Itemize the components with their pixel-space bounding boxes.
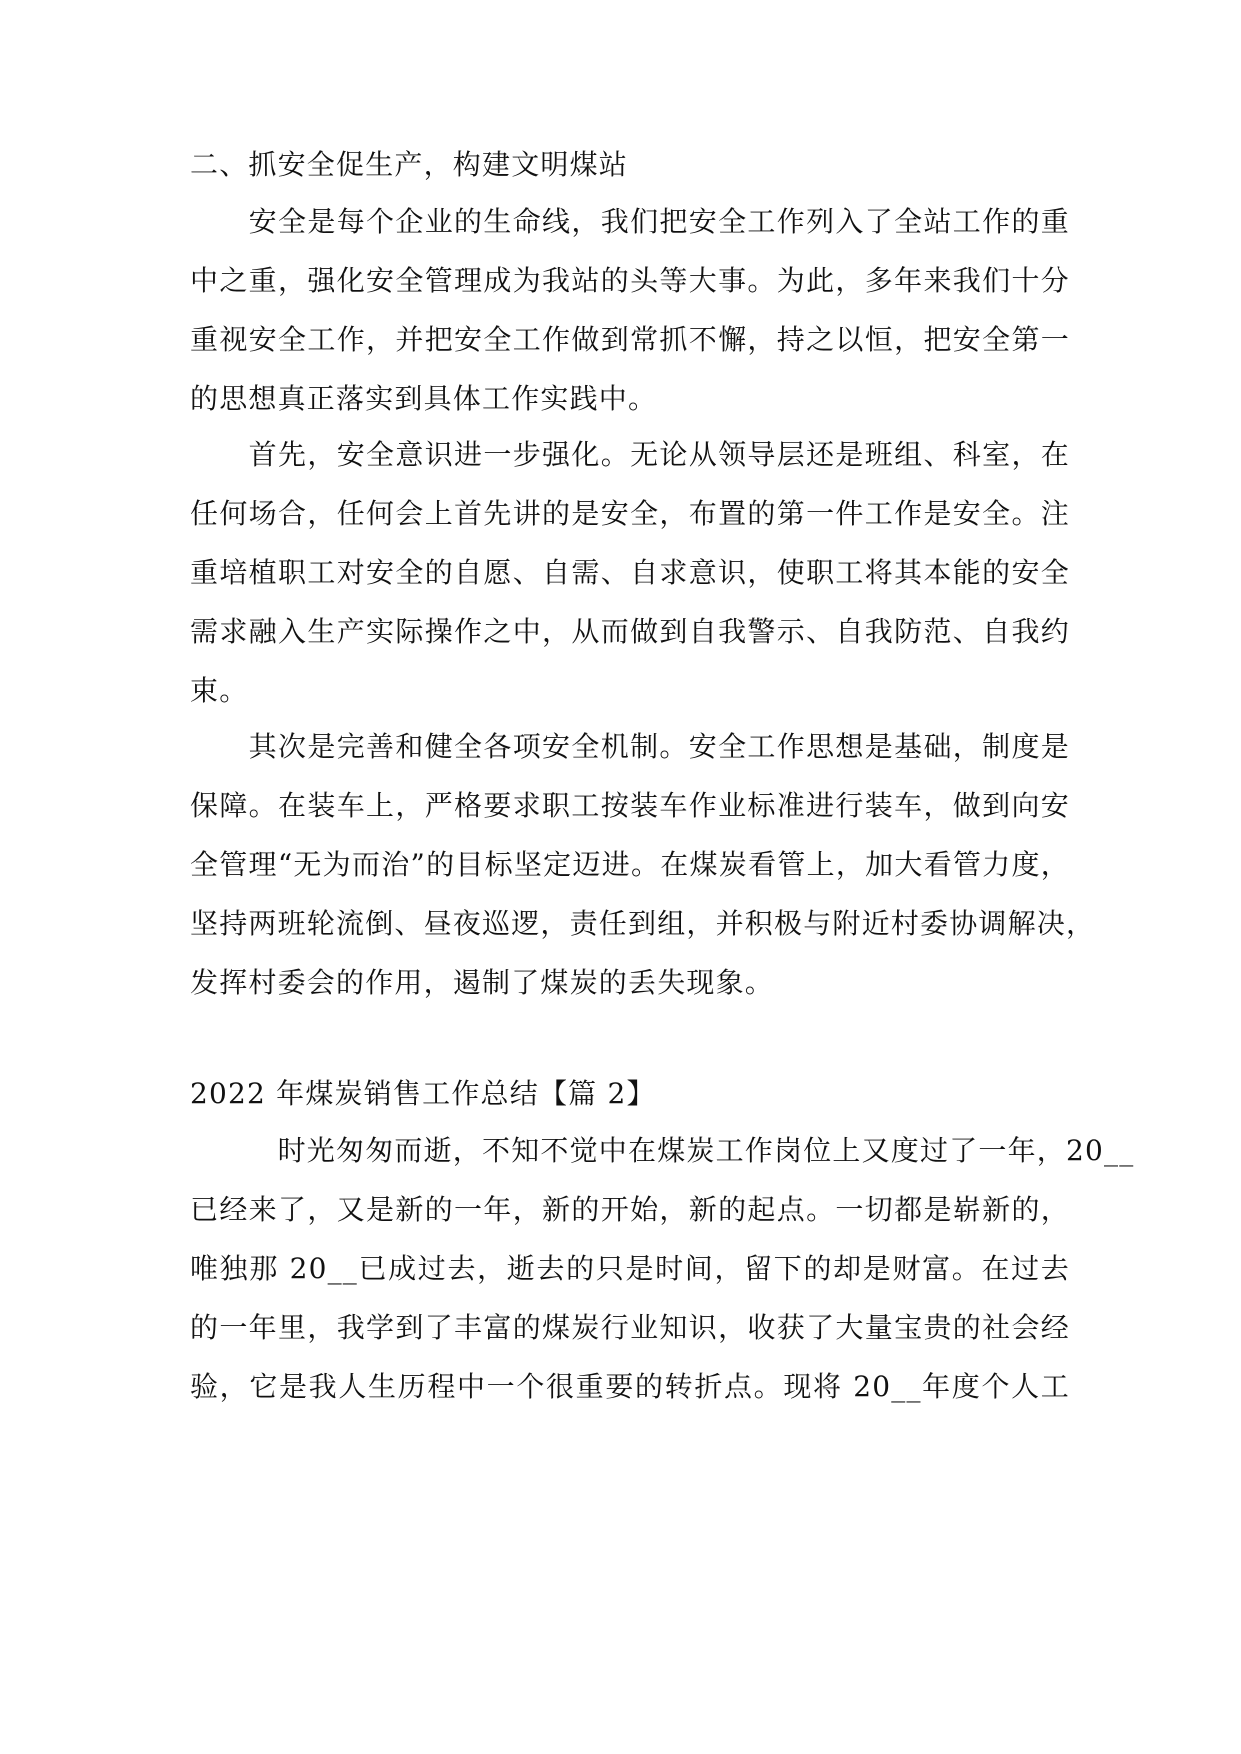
paragraph-line: 需求融入生产实际操作之中，从而做到自我警示、自我防范、自我约 <box>190 615 1070 648</box>
section-heading: 二、抓安全促生产，构建文明煤站 <box>190 148 629 181</box>
paragraph-line: 坚持两班轮流倒、昼夜巡逻，责任到组，并积极与附近村委协调解决， <box>190 907 1096 940</box>
paragraph-line: 重培植职工对安全的自愿、自需、自求意识，使职工将其本能的安全 <box>190 556 1070 589</box>
paragraph-line: 的思想真正落实到具体工作实践中。 <box>190 382 658 415</box>
paragraph-line: 重视安全工作，并把安全工作做到常抓不懈，持之以恒，把安全第一 <box>190 323 1070 356</box>
paragraph-line: 保障。在装车上，严格要求职工按装车作业标准进行装车，做到向安 <box>190 789 1070 822</box>
paragraph-line: 唯独那 20__已成过去，逝去的只是时间，留下的却是财富。在过去 <box>190 1252 1070 1285</box>
paragraph-line: 已经来了，又是新的一年，新的开始，新的起点。一切都是崭新的， <box>190 1193 1070 1226</box>
paragraph-line: 束。 <box>190 674 249 707</box>
paragraph-line: 全管理“无为而治”的目标坚定迈进。在煤炭看管上，加大看管力度， <box>190 848 1070 881</box>
paragraph-line: 中之重，强化安全管理成为我站的头等大事。为此，多年来我们十分 <box>190 264 1070 297</box>
paragraph-line: 安全是每个企业的生命线，我们把安全工作列入了全站工作的重 <box>190 205 1070 238</box>
paragraph-line: 其次是完善和健全各项安全机制。安全工作思想是基础，制度是 <box>190 730 1070 763</box>
section-heading: 2022 年煤炭销售工作总结【篇 2】 <box>190 1077 656 1110</box>
paragraph-line: 首先，安全意识进一步强化。无论从领导层还是班组、科室，在 <box>190 438 1070 471</box>
paragraph-line: 任何场合，任何会上首先讲的是安全，布置的第一件工作是安全。注 <box>190 497 1070 530</box>
paragraph-line: 的一年里，我学到了丰富的煤炭行业知识，收获了大量宝贵的社会经 <box>190 1311 1070 1344</box>
paragraph-line: 验，它是我人生历程中一个很重要的转折点。现将 20__年度个人工 <box>190 1370 1070 1403</box>
paragraph-line: 时光匆匆而逝，不知不觉中在煤炭工作岗位上又度过了一年，20__ <box>190 1134 1135 1167</box>
paragraph-line: 发挥村委会的作用，遏制了煤炭的丢失现象。 <box>190 966 775 999</box>
